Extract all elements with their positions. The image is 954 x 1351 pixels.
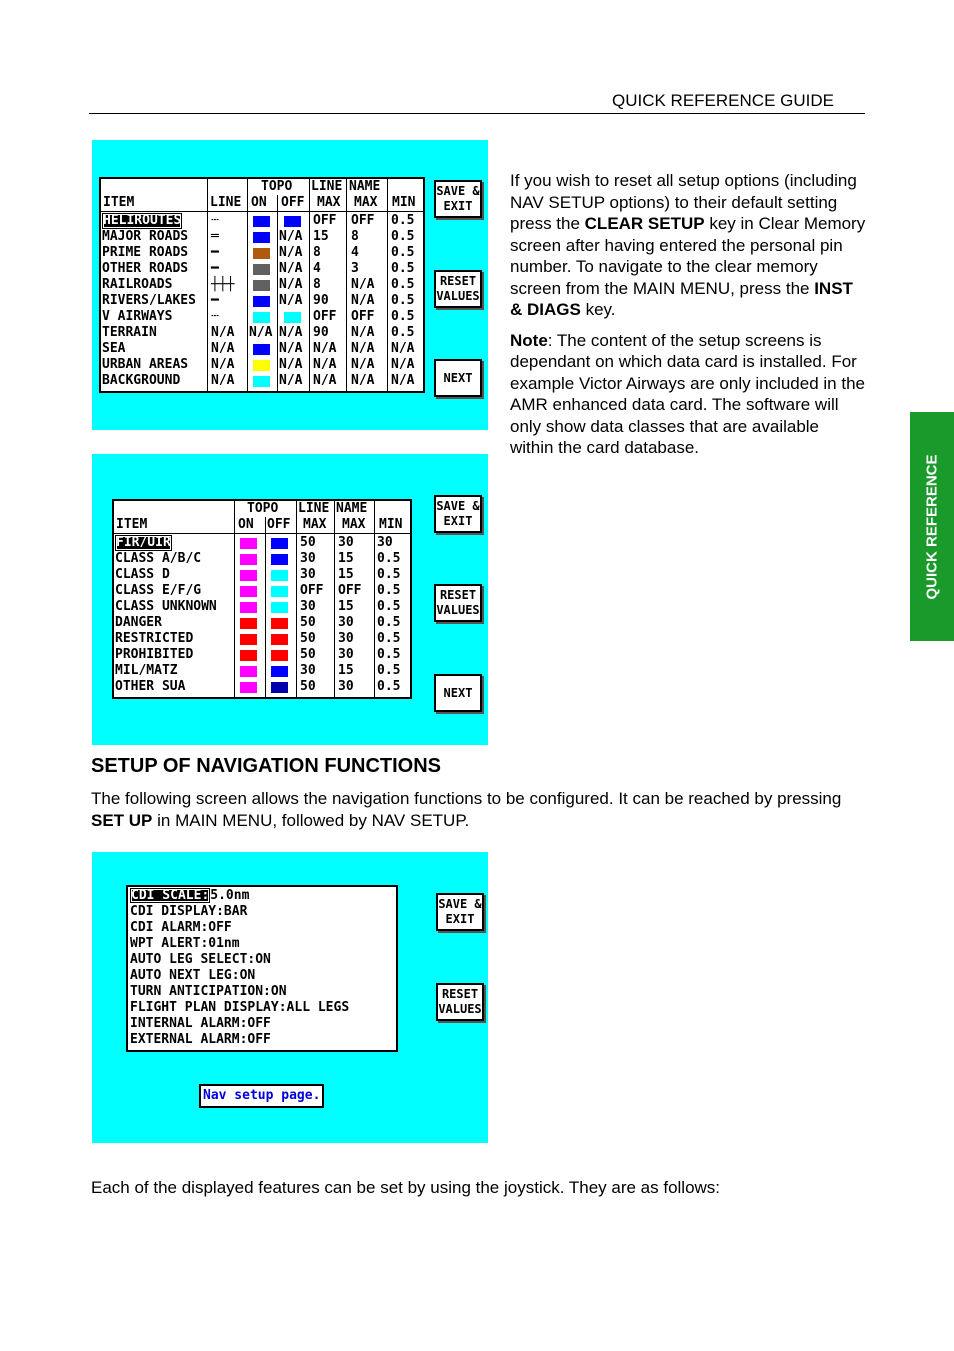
row-item-label: MAJOR ROADS: [102, 229, 189, 244]
topo-off-value: N/A: [279, 325, 303, 340]
nav-setting-row[interactable]: [130, 1016, 394, 1032]
col-topo: TOPO: [261, 179, 293, 194]
topo-off-swatch[interactable]: [271, 570, 288, 581]
name-max-value: 3: [351, 261, 359, 276]
col-line-max-2: MAX: [303, 517, 327, 532]
line-max-value: 90: [313, 325, 329, 340]
row-item-label: RAILROADS: [102, 277, 173, 292]
name-max-value: 15: [338, 551, 354, 566]
col-on: ON: [238, 517, 254, 532]
name-max-value: 15: [338, 663, 354, 678]
min-value: 0.5: [391, 245, 415, 260]
name-max-value: 30: [338, 535, 354, 550]
line-max-value: 50: [300, 631, 316, 646]
nav-settings-list: [126, 885, 398, 1052]
nav-setting-label: AUTO NEXT LEG:: [130, 968, 240, 983]
name-max-value: 30: [338, 631, 354, 646]
reset-values-button[interactable]: RESET VALUES: [434, 270, 482, 308]
row-item-label: FIR/UIR: [116, 535, 171, 550]
topo-off-swatch[interactable]: [271, 682, 288, 693]
line-max-value: OFF: [300, 583, 324, 598]
col-min: MIN: [379, 517, 403, 532]
topo-on-swatch[interactable]: [240, 602, 257, 613]
name-max-value: 30: [338, 679, 354, 694]
page-header-title: QUICK REFERENCE GUIDE: [612, 91, 834, 110]
col-min: MIN: [392, 195, 416, 210]
topo-on-swatch[interactable]: [253, 264, 270, 275]
col-off: OFF: [267, 517, 291, 532]
line-max-value: 50: [300, 647, 316, 662]
topo-on-swatch[interactable]: [253, 344, 270, 355]
name-max-value: N/A: [351, 293, 375, 308]
topo-off-swatch[interactable]: [271, 618, 288, 629]
nav-setting-label: CDI SCALE:: [131, 888, 210, 903]
next-button[interactable]: NEXT: [434, 359, 482, 397]
row-item-label: CLASS A/B/C: [115, 551, 202, 566]
row-item-label: V AIRWAYS: [102, 309, 173, 324]
min-value: 30: [377, 535, 393, 550]
topo-on-swatch[interactable]: [253, 312, 270, 323]
topo-on-swatch[interactable]: [240, 554, 257, 565]
nav-setting-row[interactable]: [130, 920, 394, 936]
row-item-label: HELIROUTES: [103, 213, 182, 228]
row-item-label: OTHER SUA: [115, 679, 186, 694]
row-item-label: CLASS UNKNOWN: [115, 599, 217, 614]
line-max-value: 90: [313, 293, 329, 308]
col-on: ON: [251, 195, 267, 210]
topo-off-swatch[interactable]: [284, 312, 301, 323]
line-style: N/A: [211, 373, 235, 388]
line-max-value: 4: [313, 261, 321, 276]
topo-on-swatch[interactable]: [253, 360, 270, 371]
min-value: 0.5: [391, 325, 415, 340]
line-max-value: 50: [300, 679, 316, 694]
airspace-setup-table: [112, 499, 412, 699]
row-item-label: URBAN AREAS: [102, 357, 189, 372]
nav-setting-row[interactable]: [130, 1032, 394, 1048]
min-value: 0.5: [391, 309, 415, 324]
topo-on-swatch[interactable]: [253, 232, 270, 243]
row-item-label: RESTRICTED: [115, 631, 194, 646]
topo-off-swatch[interactable]: [271, 586, 288, 597]
map-setup-table: [99, 177, 425, 393]
topo-on-swatch[interactable]: [240, 682, 257, 693]
line-style: N/A: [211, 357, 235, 372]
nav-setting-label: INTERNAL ALARM:: [130, 1016, 248, 1031]
topo-off-value: N/A: [279, 245, 303, 260]
nav-setting-label: EXTERNAL ALARM:: [130, 1032, 248, 1047]
row-item-label: PRIME ROADS: [102, 245, 189, 260]
nav-setting-label: CDI ALARM:: [130, 920, 209, 935]
line-max-value: 30: [300, 599, 316, 614]
line-style: N/A: [211, 325, 235, 340]
line-style: ═: [211, 229, 219, 244]
topo-on-swatch[interactable]: [253, 216, 270, 227]
topo-off-swatch[interactable]: [271, 602, 288, 613]
status-label: Nav setup page.: [199, 1084, 324, 1108]
name-max-value: 8: [351, 229, 359, 244]
topo-off-value: N/A: [279, 277, 303, 292]
topo-on-swatch[interactable]: [240, 634, 257, 645]
topo-on-swatch[interactable]: [253, 280, 270, 291]
row-item-label: BACKGROUND: [102, 373, 181, 388]
nav-setting-value: 01nm: [208, 936, 240, 951]
min-value: 0.5: [377, 631, 401, 646]
min-value: N/A: [391, 357, 415, 372]
topo-on-value: N/A: [249, 325, 273, 340]
line-max-value: 30: [300, 663, 316, 678]
next-button[interactable]: NEXT: [434, 674, 482, 712]
topo-off-value: N/A: [279, 341, 303, 356]
min-value: 0.5: [377, 567, 401, 582]
section-intro: The following screen allows the navigation functions to be configured. It can be reached by pressing SET UP in MAIN MENU, followed by NAV SETUP.: [91, 789, 842, 830]
name-max-value: N/A: [351, 277, 375, 292]
save-exit-button[interactable]: SAVE & EXIT: [434, 495, 482, 533]
topo-off-value: N/A: [279, 357, 303, 372]
name-max-value: N/A: [351, 325, 375, 340]
line-max-value: 8: [313, 245, 321, 260]
topo-on-swatch[interactable]: [240, 618, 257, 629]
line-style: ━: [211, 245, 219, 260]
topo-off-value: N/A: [279, 261, 303, 276]
name-max-value: OFF: [351, 309, 375, 324]
col-name-max: NAME: [336, 501, 368, 516]
topo-on-swatch[interactable]: [240, 570, 257, 581]
line-max-value: 15: [313, 229, 329, 244]
airspace-setup-screen: [92, 454, 488, 745]
topo-on-swatch[interactable]: [240, 586, 257, 597]
nav-setting-row[interactable]: [130, 952, 394, 968]
col-off: OFF: [281, 195, 305, 210]
map-setup-screen: [92, 140, 488, 430]
line-max-value: N/A: [313, 373, 337, 388]
row-item-label: DANGER: [115, 615, 162, 630]
nav-setting-value: OFF: [247, 1016, 271, 1031]
min-value: 0.5: [391, 213, 415, 228]
nav-setting-label: TURN ANTICIPATION:: [130, 984, 271, 999]
min-value: 0.5: [377, 615, 401, 630]
min-value: N/A: [391, 373, 415, 388]
min-value: 0.5: [377, 583, 401, 598]
topo-off-value: N/A: [279, 373, 303, 388]
topo-off-swatch[interactable]: [271, 650, 288, 661]
topo-on-swatch[interactable]: [253, 248, 270, 259]
topo-off-swatch[interactable]: [271, 634, 288, 645]
min-value: 0.5: [391, 277, 415, 292]
name-max-value: 15: [338, 567, 354, 582]
min-value: 0.5: [377, 663, 401, 678]
col-name-max-2: MAX: [342, 517, 366, 532]
line-style: ━: [211, 293, 219, 308]
col-name-max-2: MAX: [354, 195, 378, 210]
col-item: ITEM: [116, 517, 148, 532]
nav-setting-value: ON: [239, 968, 256, 983]
row-item-label: CLASS D: [115, 567, 170, 582]
col-line-max: LINE: [298, 501, 330, 516]
col-topo: TOPO: [247, 501, 279, 516]
name-max-value: OFF: [338, 583, 362, 598]
topo-off-swatch[interactable]: [271, 538, 288, 549]
line-max-value: N/A: [313, 341, 337, 356]
line-max-value: OFF: [313, 213, 337, 228]
nav-setting-row[interactable]: [130, 1000, 394, 1016]
row-item-label: OTHER ROADS: [102, 261, 189, 276]
side-tab-label: QUICK REFERENCE: [923, 453, 941, 600]
line-style: N/A: [211, 341, 235, 356]
min-value: 0.5: [377, 679, 401, 694]
nav-setting-value: OFF: [208, 920, 232, 935]
save-exit-button[interactable]: SAVE & EXIT: [434, 180, 482, 218]
min-value: N/A: [391, 341, 415, 356]
name-max-value: N/A: [351, 373, 375, 388]
topo-on-swatch[interactable]: [253, 296, 270, 307]
name-max-value: 30: [338, 647, 354, 662]
side-tab: [910, 412, 954, 641]
topo-off-swatch[interactable]: [271, 666, 288, 677]
min-value: 0.5: [391, 229, 415, 244]
row-item-label: MIL/MATZ: [115, 663, 178, 678]
min-value: 0.5: [377, 647, 401, 662]
nav-setting-row[interactable]: [130, 984, 394, 1000]
topo-off-value: N/A: [279, 293, 303, 308]
nav-setup-screen: [92, 852, 488, 1143]
nav-setting-value: ON: [255, 952, 271, 967]
line-max-value: 8: [313, 277, 321, 292]
line-max-value: 50: [300, 535, 316, 550]
nav-setting-row[interactable]: [130, 888, 394, 904]
min-value: 0.5: [391, 261, 415, 276]
nav-setting-row[interactable]: [130, 968, 394, 984]
topo-off-swatch[interactable]: [284, 216, 301, 227]
nav-setting-value: OFF: [247, 1032, 271, 1047]
nav-setting-row[interactable]: [130, 904, 394, 920]
line-max-value: 50: [300, 615, 316, 630]
nav-setting-label: AUTO LEG SELECT:: [130, 952, 256, 967]
topo-on-swatch[interactable]: [253, 376, 270, 387]
nav-setting-value: ON: [270, 984, 287, 999]
line-style: ┄: [211, 309, 219, 324]
nav-setting-row[interactable]: [130, 936, 394, 952]
header-rule: [89, 113, 865, 114]
name-max-value: 30: [338, 615, 354, 630]
topo-on-swatch[interactable]: [240, 666, 257, 677]
min-value: 0.5: [391, 293, 415, 308]
row-item-label: RIVERS/LAKES: [102, 293, 196, 308]
min-value: 0.5: [377, 599, 401, 614]
line-style: ┄: [211, 213, 219, 228]
topo-on-swatch[interactable]: [240, 650, 257, 661]
topo-off-swatch[interactable]: [271, 554, 288, 565]
footer-text: Each of the displayed features can be set by using the joystick. They are as follows:: [91, 1178, 721, 1197]
row-item-label: TERRAIN: [102, 325, 157, 340]
line-max-value: 30: [300, 567, 316, 582]
col-name-max: NAME: [349, 179, 381, 194]
col-line: LINE: [210, 195, 242, 210]
reset-values-button[interactable]: RESET VALUES: [436, 983, 484, 1021]
line-max-value: N/A: [313, 357, 337, 372]
nav-setting-label: WPT ALERT:: [130, 936, 209, 951]
reset-instructions: If you wish to reset all setup options (including NAV SETUP options) to their default setting press the CLEAR SETUP key in Clear Memory screen after having entered the personal pin number. To navigate to the clear memory screen from the MAIN MENU, press the INST & DIAGS key. Note: The content of the setup screens is dependant on which data card is installed. For example Victor Airways are only included in the AMR enhanced data card. The software will only show data classes that are available within the card database.: [510, 171, 866, 457]
col-line-max-2: MAX: [317, 195, 341, 210]
col-line-max: LINE: [311, 179, 343, 194]
nav-setting-label: FLIGHT PLAN DISPLAY:: [130, 1000, 287, 1015]
name-max-value: 15: [338, 599, 354, 614]
line-max-value: 30: [300, 551, 316, 566]
nav-setting-label: CDI DISPLAY:: [130, 904, 224, 919]
name-max-value: 4: [351, 245, 359, 260]
col-item: ITEM: [103, 195, 135, 210]
name-max-value: N/A: [351, 357, 375, 372]
topo-on-swatch[interactable]: [240, 538, 257, 549]
row-item-label: PROHIBITED: [115, 647, 194, 662]
row-item-label: SEA: [102, 341, 126, 356]
nav-setting-value: ALL LEGS: [286, 1000, 350, 1015]
line-style: ┼┼┼: [211, 277, 235, 292]
row-item-label: CLASS E/F/G: [115, 583, 202, 598]
section-heading: SETUP OF NAVIGATION FUNCTIONS: [91, 755, 442, 777]
name-max-value: OFF: [351, 213, 375, 228]
nav-setting-value: 5.0nm: [210, 888, 250, 903]
min-value: 0.5: [377, 551, 401, 566]
name-max-value: N/A: [351, 341, 375, 356]
topo-off-value: N/A: [279, 229, 303, 244]
save-exit-button[interactable]: SAVE & EXIT: [436, 893, 484, 931]
line-max-value: OFF: [313, 309, 337, 324]
line-style: ━: [211, 261, 219, 276]
nav-setting-value: BAR: [223, 904, 248, 919]
reset-values-button[interactable]: RESET VALUES: [434, 584, 482, 622]
